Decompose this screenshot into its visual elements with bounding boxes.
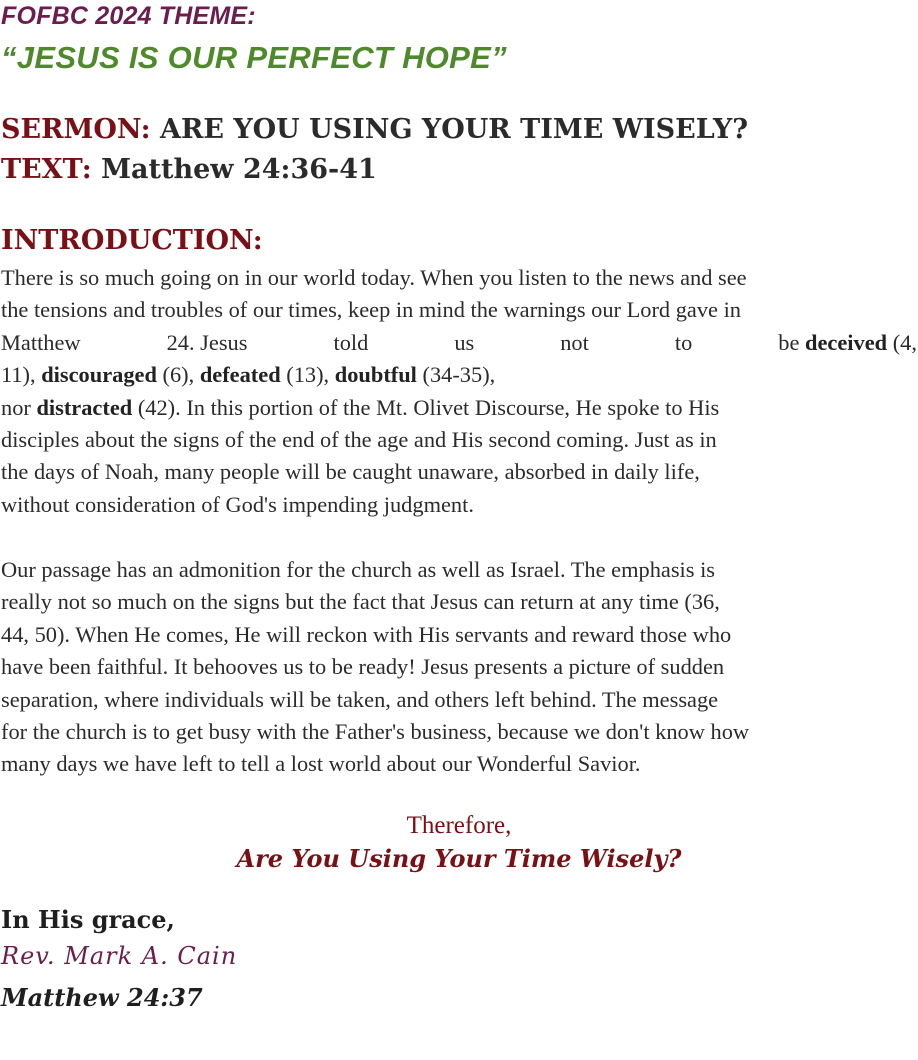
keyword-distracted: distracted <box>36 394 133 420</box>
paragraph-line: without consideration of God's impending judgment. <box>1 491 474 517</box>
therefore-text: Therefore, <box>406 812 512 839</box>
keyword-deceived: deceived <box>805 329 888 355</box>
text-label: TEXT: <box>1 154 92 185</box>
keyword-defeated: defeated <box>199 362 281 388</box>
paragraph-line: the days of Noah, many people will be caught unaware, absorbed in daily life, <box>1 459 700 485</box>
paragraph-line: 11), discouraged (6), defeated (13), doubtful (34-35), <box>1 362 496 388</box>
paragraph-line: separation, where individuals will be taken, and others left behind. The message <box>1 686 719 712</box>
theme-title: “JESUS IS OUR PERFECT HOPE” <box>1 40 507 75</box>
sermon-label: SERMON: <box>1 114 151 145</box>
paragraph-line: have been faithful. It behooves us to be ready! Jesus presents a picture of sudden <box>1 654 725 680</box>
text-line <box>1 154 377 185</box>
keyword-doubtful: doubtful <box>334 362 417 388</box>
paragraph-line: for the church is to get busy with the Father's business, because we don't know how <box>1 719 750 745</box>
sermon-line <box>1 114 748 145</box>
paragraph-line: disciples about the signs of the end of the age and His second coming. Just as in <box>1 427 717 453</box>
paragraph-line: Matthew 24. Jesus told us not to be deceived (4, <box>1 329 917 355</box>
introduction-heading: INTRODUCTION: <box>1 225 263 256</box>
paragraph-line: Our passage has an admonition for the church as well as Israel. The emphasis is <box>1 557 716 582</box>
closing-salutation: In His grace, <box>1 905 175 934</box>
paragraph-line: the tensions and troubles of our times, keep in mind the warnings our Lord gave in <box>1 297 741 323</box>
closing-question: Are You Using Your Time Wisely? <box>236 844 682 873</box>
text-reference: Matthew 24:36-41 <box>101 154 377 185</box>
paragraph-line: There is so much going on in our world today. When you listen to the news and see <box>1 265 747 290</box>
pastor-signature: Rev. Mark A. Cain <box>1 942 238 970</box>
closing-scripture-reference: Matthew 24:37 <box>1 983 203 1012</box>
introduction-paragraph-1 <box>1 262 917 521</box>
paragraph-line: 44, 50). When He comes, He will reckon with His servants and reward those who <box>1 621 732 647</box>
sermon-title: ARE YOU USING YOUR TIME WISELY? <box>160 114 749 145</box>
paragraph-line: nor distracted (42). In this portion of the Mt. Olivet Discourse, He spoke to His <box>1 394 720 420</box>
paragraph-line: many days we have left to tell a lost world about our Wonderful Savior. <box>1 751 641 777</box>
introduction-paragraph-2 <box>1 554 917 781</box>
keyword-discouraged: discouraged <box>41 362 157 388</box>
paragraph-line: really not so much on the signs but the fact that Jesus can return at any time (36, <box>1 589 720 615</box>
theme-label: FOFBC 2024 THEME: <box>1 2 256 30</box>
